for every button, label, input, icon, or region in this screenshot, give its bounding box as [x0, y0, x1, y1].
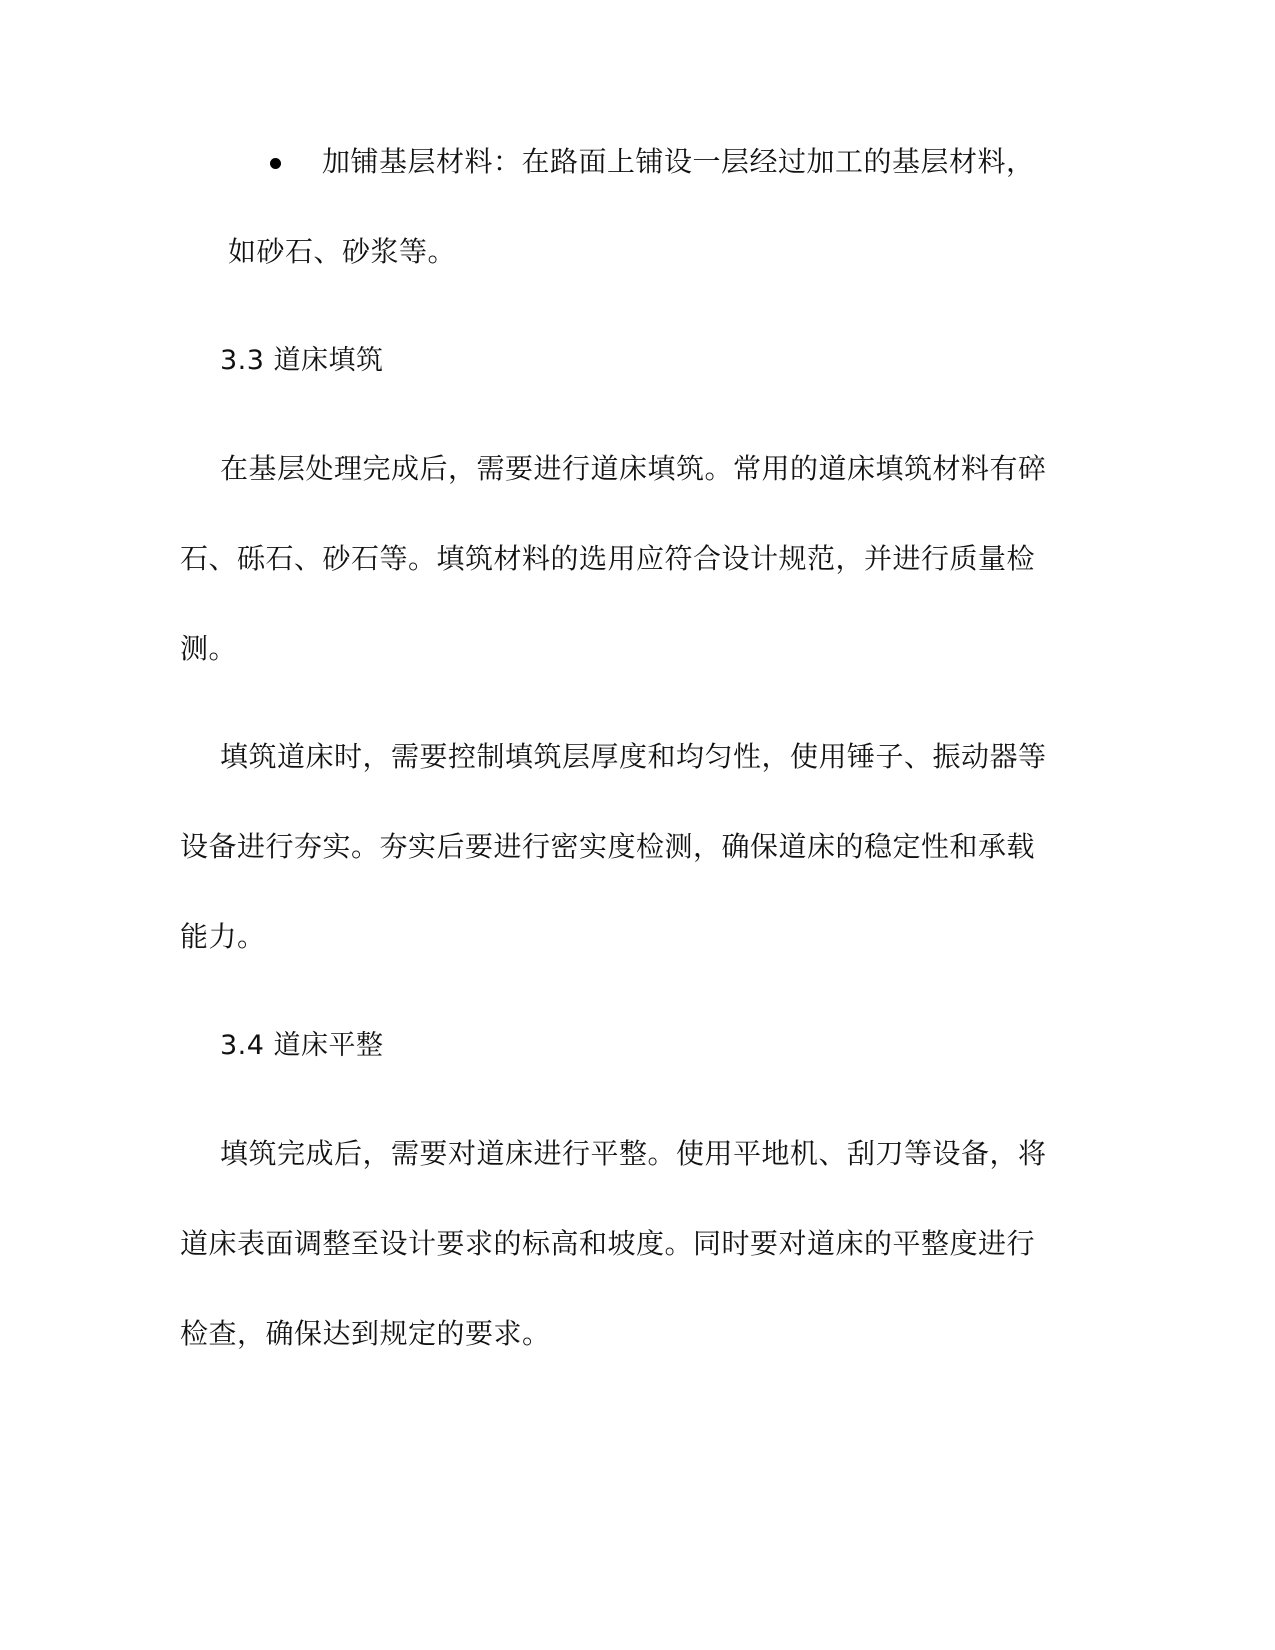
paragraph-line: 石、砾石、砂石等。填筑材料的选用应符合设计规范，并进行质量检: [180, 542, 1036, 575]
paragraph-line: 设备进行夯实。夯实后要进行密实度检测，确保道床的稳定性和承载: [180, 830, 1036, 863]
paragraph-line: 填筑道床时，需要控制填筑层厚度和均匀性，使用锤子、振动器等: [220, 740, 1047, 773]
bullet-icon: [270, 158, 281, 169]
bullet-item-line-2: 如砂石、砂浆等。: [228, 235, 457, 268]
bullet-item-line-1: 加铺基层材料：在路面上铺设一层经过加工的基层材料，: [322, 145, 1035, 178]
paragraph-line: 能力。: [180, 920, 266, 953]
paragraph-line: 在基层处理完成后，需要进行道床填筑。常用的道床填筑材料有碎: [220, 452, 1047, 485]
paragraph-line: 填筑完成后，需要对道床进行平整。使用平地机、刮刀等设备，将: [220, 1137, 1047, 1170]
section-heading-3-4: 3.4 道床平整: [220, 1030, 384, 1061]
paragraph-line: 道床表面调整至设计要求的标高和坡度。同时要对道床的平整度进行: [180, 1227, 1036, 1260]
paragraph-line: 检查，确保达到规定的要求。: [180, 1317, 551, 1350]
paragraph-line: 测。: [180, 632, 238, 665]
section-heading-3-3: 3.3 道床填筑: [220, 345, 384, 376]
